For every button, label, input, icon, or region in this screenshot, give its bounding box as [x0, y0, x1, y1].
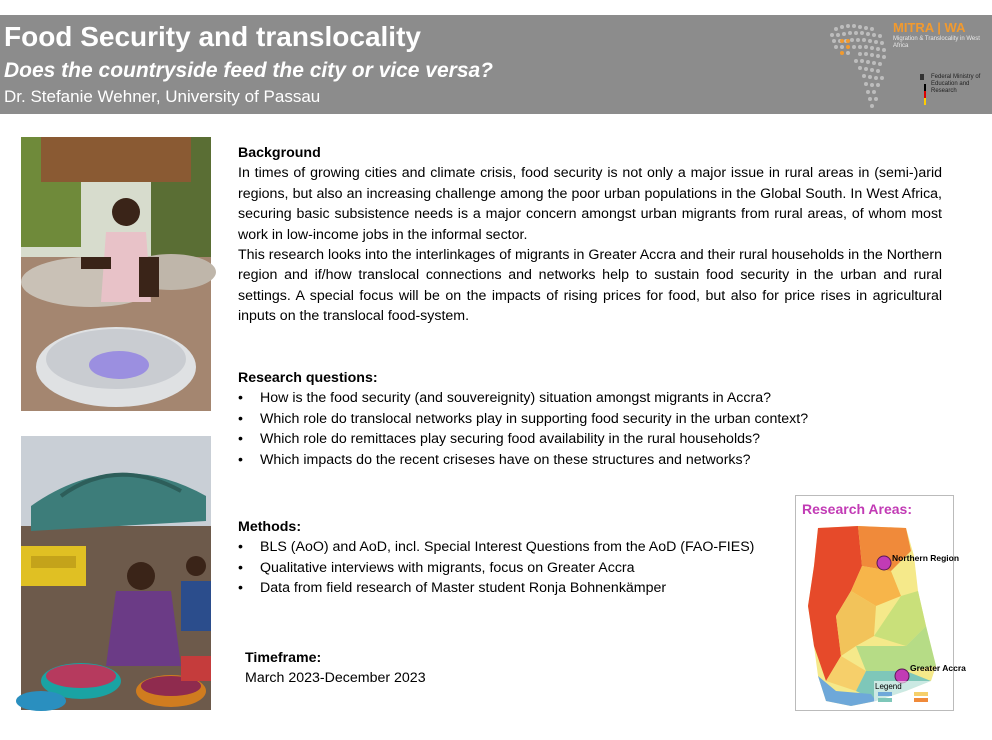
background-paragraph-2: This research looks into the interlinkages of migrants in Greater Accra and their rural households in the Northern region and if/how translocal connections and networks help to sustain food security in the urban and rural settings. A special focus will be on the impacts of rising prices for food, but also for price rises in agricultural inputs on the translocal food-system. — [238, 247, 942, 325]
list-item: • Data from field research of Master student Ronja Bohnenkämper — [238, 578, 783, 598]
background-section — [238, 143, 942, 327]
german-eagle-flag-icon — [916, 72, 928, 106]
background-paragraph-1: In times of growing cities and climate crisis, food security is not only a major issue in rural areas in (semi-)arid regions, but also an increasing challenge among the poor urban populations in the Global South. In West Africa, securing basic subsistence needs is a major concern amongst urban migrants from rural areas, of whom most work in low-income jobs in the informal sector. — [238, 165, 942, 243]
logo-area — [826, 17, 986, 111]
map-title: Research Areas: — [802, 501, 912, 517]
methods-list — [238, 537, 783, 598]
header-banner — [0, 15, 992, 114]
label-northern-region: Northern Region — [892, 553, 960, 563]
ghana-map-icon — [796, 496, 953, 710]
mitra-logo-tagline: Migration & Translocality in West Africa — [893, 36, 980, 49]
research-questions-list — [238, 388, 942, 470]
research-questions-section — [238, 368, 942, 470]
methods-heading: Methods: — [238, 519, 302, 535]
list-item: • How is the food security (and souvereignity) situation amongst migrants in Accra? — [238, 388, 942, 408]
label-greater-accra: Greater Accra — [910, 663, 966, 673]
africa-map-logo-icon — [826, 17, 896, 111]
girl-with-bowls-photo — [21, 137, 211, 411]
research-questions-heading: Research questions: — [238, 370, 378, 386]
ministry-text: Federal Ministry of Education and Research — [931, 74, 981, 94]
page-title: Food Security and translocality — [4, 21, 421, 52]
timeframe-heading: Timeframe: — [245, 650, 322, 666]
market-stall-photo — [21, 436, 211, 710]
list-item: • Which role do remittaces play securing food availability in the rural households? — [238, 429, 942, 449]
methods-section — [238, 517, 783, 599]
list-item: • Which role do translocal networks play in supporting food security in the urban context? — [238, 409, 942, 429]
timeframe-value: March 2023-December 2023 — [245, 670, 426, 687]
list-item: • Qualitative interviews with migrants, focus on Greater Accra — [238, 558, 783, 578]
background-heading: Background — [238, 145, 321, 161]
timeframe-section — [245, 648, 545, 689]
page-subtitle: Does the countryside feed the city or vice versa? — [4, 59, 494, 82]
legend-label: Legend — [875, 682, 902, 691]
author-line: Dr. Stefanie Wehner, University of Passau — [4, 87, 321, 106]
list-item: • Which impacts do the recent criseses have on these structures and networks? — [238, 450, 942, 470]
research-areas-map — [795, 495, 966, 711]
list-item: • BLS (AoO) and AoD, incl. Special Interest Questions from the AoD (FAO-FIES) — [238, 537, 783, 557]
mitra-logo-text: MITRA | WA — [893, 20, 966, 35]
